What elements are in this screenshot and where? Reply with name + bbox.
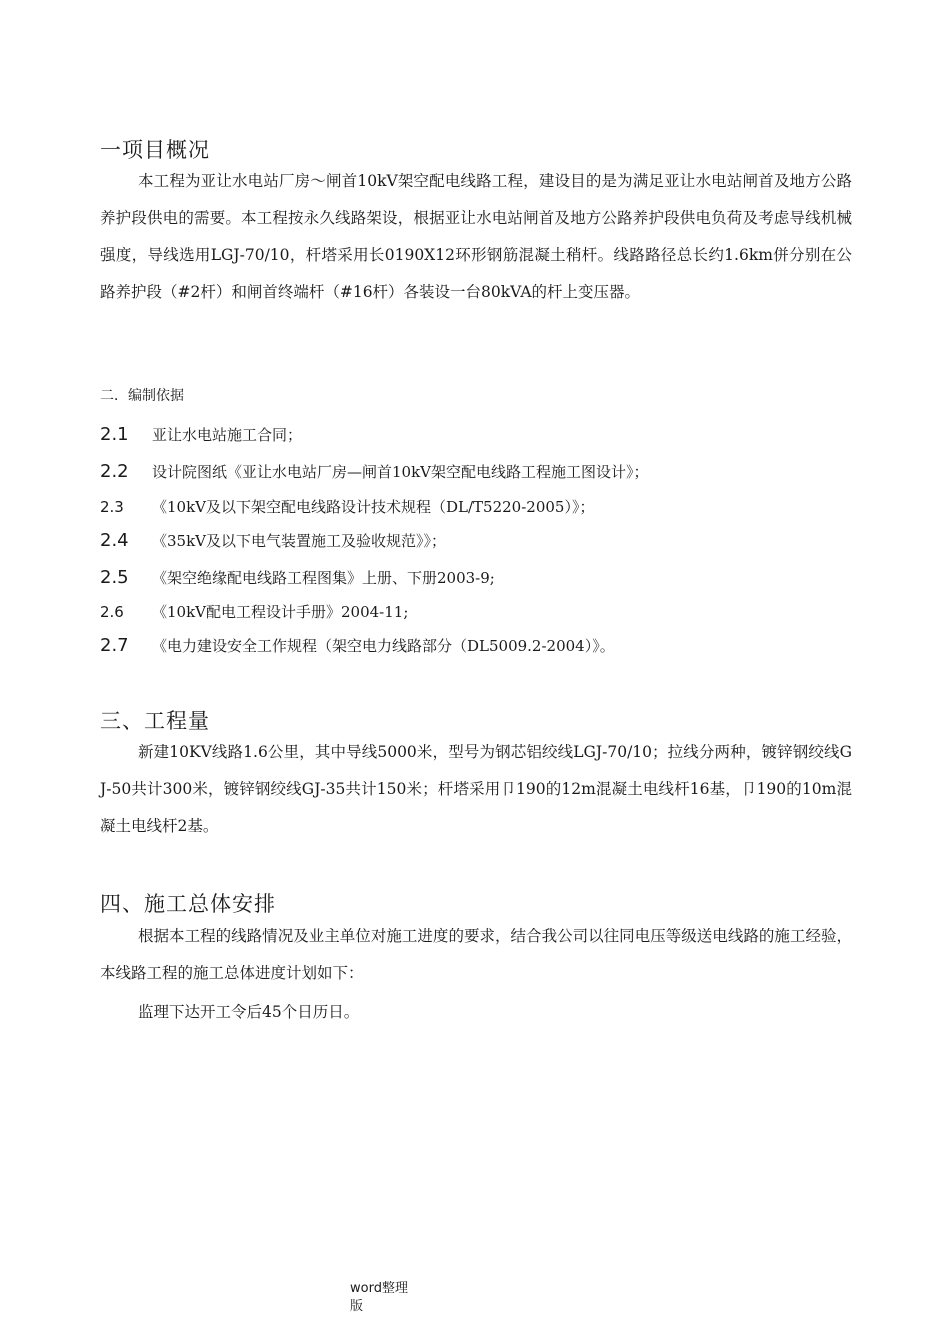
reference-number: 2.4 [100,530,129,551]
reference-item [100,496,594,517]
reference-item [100,461,649,482]
schedule-paragraph: 根据本工程的线路情况及业主单位对施工进度的要求，结合我公司以往同电压等级送电线路的施工经验，本线路工程的施工总体进度计划如下： [100,927,852,982]
schedule-duration-line: 监理下达开工令后45个日历日。 [138,1003,360,1021]
reference-text: 《10kV配电工程设计手册》2004-11; [152,603,409,621]
section-heading-schedule: 四、施工总体安排 [100,892,276,916]
section-heading-overview: 一项目概况 [100,138,210,162]
reference-item [100,601,408,622]
quantities-paragraph: 新建10KV线路1.6公里，其中导线5000米，型号为钢芯铝绞线LGJ-70/10；拉线分两种，镀锌钢绞线GJ-50共计300米，镀锌钢绞线GJ-35共计150米；杆塔采用卩190的12m混凝土电线杆16基，卩190的10m混凝土电线杆2基。 [100,743,852,835]
reference-text: 《10kV及以下架空配电线路设计技术规程（DL/T5220-2005）》； [152,498,595,516]
page-footer: word整理版 [350,1281,408,1314]
reference-item [100,567,495,588]
reference-number: 2.3 [100,498,124,516]
reference-number: 2.5 [100,567,129,588]
section-heading-quantities: 三、工程量 [100,709,210,733]
reference-item [100,530,446,551]
reference-text: 《35kV及以下电气装置施工及验收规范》》； [152,532,447,550]
reference-text: 亚让水电站施工合同； [152,426,303,444]
reference-item [100,424,302,445]
reference-text: 《电力建设安全工作规程（架空电力线路部分（DL5009.2-2004）》。 [152,637,615,655]
reference-number: 2.7 [100,635,129,656]
overview-paragraph: 本工程为亚让水电站厂房～闸首10kV架空配电线路工程，建设目的是为满足亚让水电站闸首及地方公路养护段供电的需要。本工程按永久线路架设，根据亚让水电站闸首及地方公路养护段供电负荷及考虑导线机械强度，导线选用LGJ-70/10，杆塔采用长0190X12环形钢筋混凝土稍杆。线路路径总长约1.6km併分别在公路养护段（#2杆）和闸首终端杆（#16杆）各装设一台80kVA的杆上变压器。 [100,172,852,301]
reference-text: 设计院图纸《亚让水电站厂房—闸首10kV架空配电线路工程施工图设计》； [152,463,649,481]
reference-item [100,635,615,656]
reference-number: 2.1 [100,424,129,445]
reference-number: 2.6 [100,603,124,621]
section-heading-basis: 二．编制依据 [100,388,184,404]
reference-number: 2.2 [100,461,129,482]
reference-text: 《架空绝缘配电线路工程图集》上册、下册2003-9; [152,569,495,587]
